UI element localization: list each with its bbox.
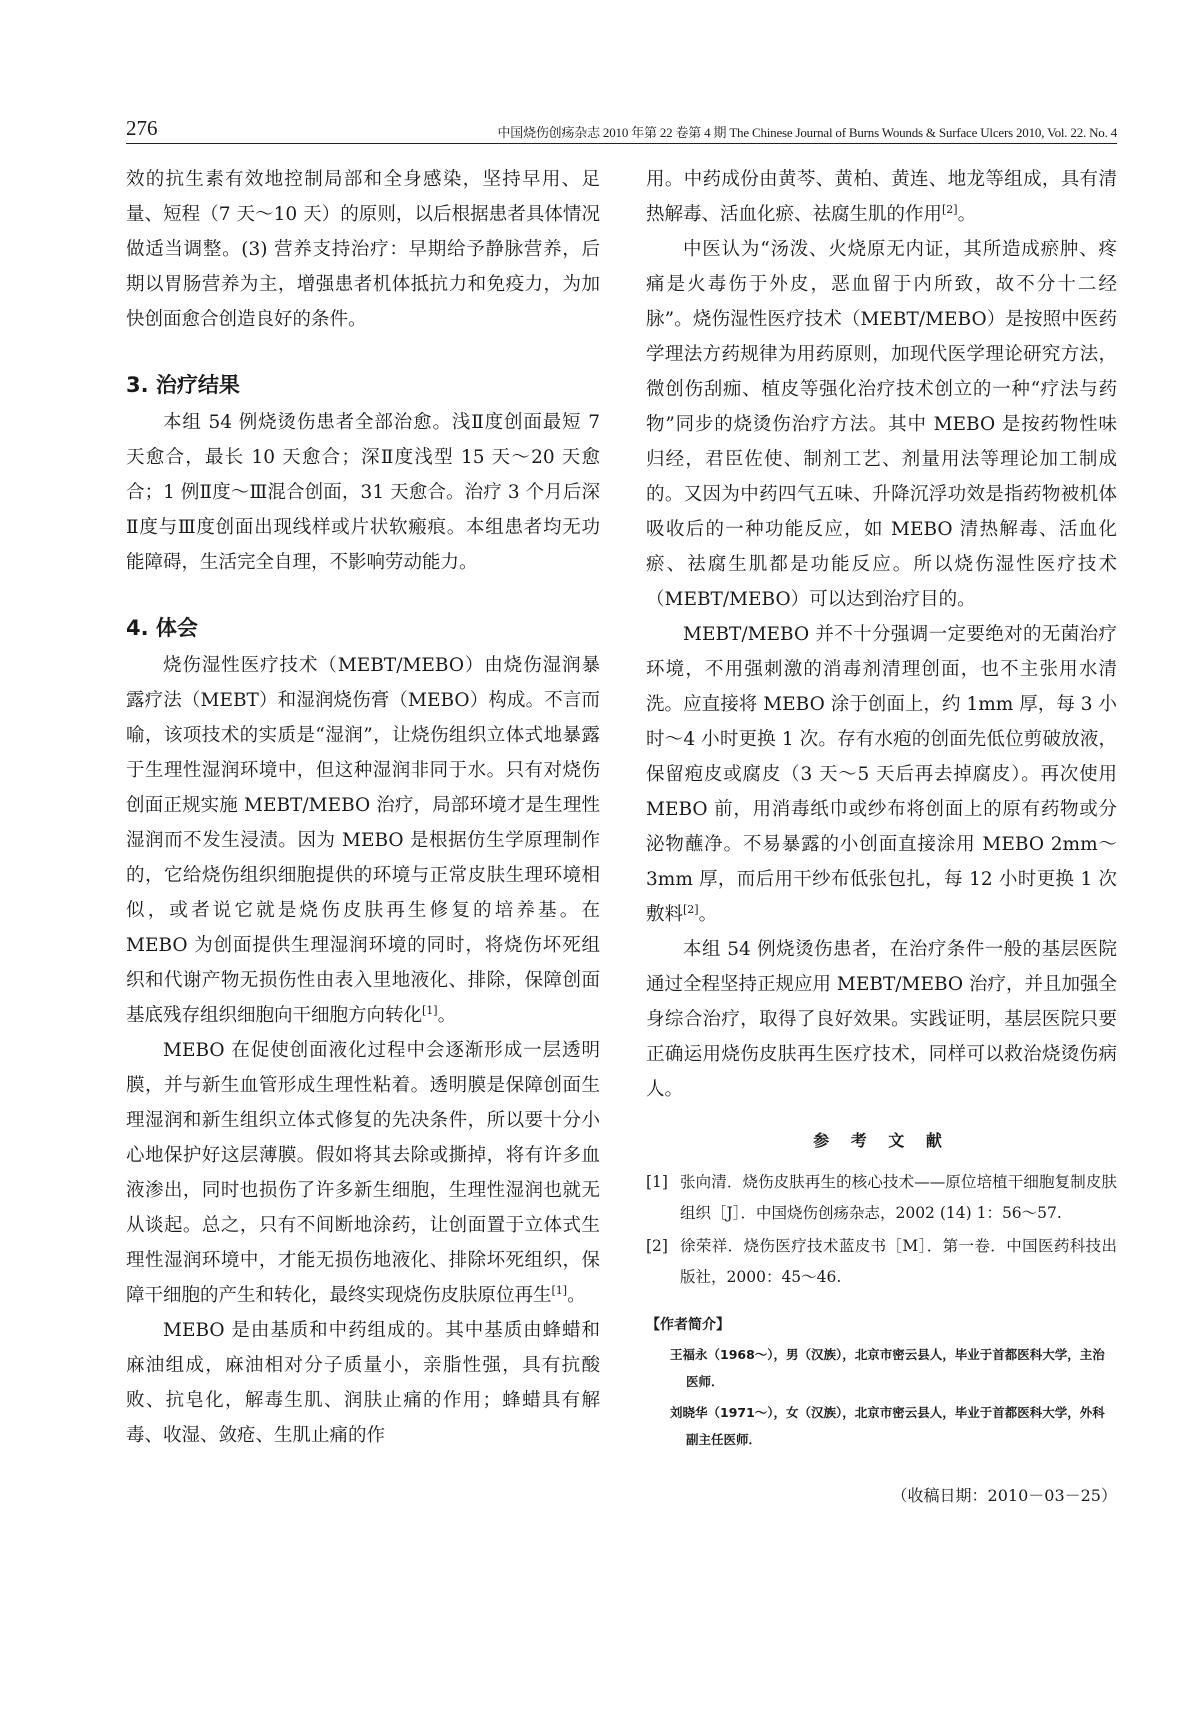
citation: [2] (683, 902, 699, 916)
author-bio: 刘晓华（1971～），女（汉族），北京市密云县人，毕业于首都医科大学，外科副主任医师． (670, 1405, 1105, 1447)
citation: [2] (942, 202, 958, 216)
reference-number: [1] (646, 1173, 668, 1191)
paragraph-text: MEBO 在促使创面液化过程中会逐渐形成一层透明膜，并与新生血管形成生理性粘着。透明膜是保障创面生理湿润和新生组织立体式修复的先决条件，所以要十分小心地保护好这层薄膜。假如将其去除或撕掉，将有许多血液渗出，同时也损伤了许多新生细胞，生理性湿润也就无从谈起。总之，只有不间断地涂药，让创面置于立体式生理性湿润环境中，才能无损伤地液化、排除坏死组织，保障干细胞的产生和转化，最终实现烧伤皮肤原位再生 (126, 1040, 600, 1306)
paragraph-text: MEBT/MEBO 并不十分强调一定要绝对的无菌治疗环境，不用强刺激的消毒剂清理创面，也不主张用水清洗。应直接将 MEBO 涂于创面上，约 1mm 厚，每 3 小时～4 小时更换 1 次。存有水疱的创面先低位剪破放液，保留疱皮或腐皮（3 天～5 天后再去掉腐皮）。再次使用 MEBO 前，用消毒纸巾或纱布将创面上的原有药物或分泌物蘸净。不易暴露的小创面直接涂用 MEBO 2mm～3mm 厚，而后用干纱布低张包扎，每 12 小时更换 1 次敷料 (646, 624, 1117, 925)
paragraph-continued: 效的抗生素有效地控制局部和全身感染，坚持早用、足量、短程（7 天～10 天）的原则，以后根据患者具体情况做适当调整。(3) 营养支持治疗：早期给予静脉营养，后期以胃肠营养为主，增强患者机体抵抗力和免疫力，为加快创面愈合创造良好的条件。 (126, 169, 600, 330)
paragraph-end: 。 (957, 204, 977, 225)
reference-text: 张向清．烧伤皮肤再生的核心技术——原位培植干细胞复制皮肤组织［J］．中国烧伤创疡杂志，2002 (14) 1：56～57. (680, 1173, 1117, 1222)
section-3-title: 3. 治疗结果 (126, 373, 240, 397)
reference-text: 徐荣祥．烧伤医疗技术蓝皮书［M］．第一卷．中国医药科技出版社，2000：45～46. (680, 1237, 1117, 1286)
received-date: （收稿日期：2010－03－25） (891, 1486, 1117, 1505)
paragraph-text: 烧伤湿性医疗技术（MEBT/MEBO）由烧伤湿润暴露疗法（MEBT）和湿润烧伤膏（MEBO）构成。不言而喻，该项技术的实质是“湿润”，让烧伤组织立体式地暴露于生理性湿润环境中，但这种湿润非同于水。只有对烧伤创面正规实施 MEBT/MEBO 治疗，局部环境才是生理性湿润而不发生浸渍。因为 MEBO 是根据仿生学原理制作的，它给烧伤组织细胞提供的环境与正常皮肤生理环境相似，或者说它就是烧伤皮肤再生修复的培养基。在 MEBO 为创面提供生理湿润环境的同时，将烧伤坏死组织和代谢产物无损伤性由表入里地液化、排除，保障创面基底残存组织细胞向干细胞方向转化 (126, 655, 600, 1026)
reference-number: [2] (646, 1237, 668, 1255)
paragraph: 本组 54 例烧烫伤患者，在治疗条件一般的基层医院通过全程坚持正规应用 MEBT/MEBO 治疗，并且加强全身综合治疗，取得了良好效果。实践证明，基层医院只要正确运用烧伤皮肤再生医疗技术，同样可以救治烧烫伤病人。 (646, 939, 1117, 1100)
reference-item (646, 1167, 1117, 1229)
paragraph-end: 。 (437, 1005, 457, 1026)
reference-item (646, 1231, 1117, 1293)
paragraph: 本组 54 例烧烫伤患者全部治愈。浅Ⅱ度创面最短 7 天愈合，最长 10 天愈合；深Ⅱ度浅型 15 天～20 天愈合；1 例Ⅱ度～Ⅲ混合创面，31 天愈合。治疗 3 个月后深Ⅱ度与Ⅲ度创面出现线样或片状软瘢痕。本组患者均无功能障碍，生活完全自理，不影响劳动能力。 (126, 412, 600, 573)
header-rule (126, 143, 1117, 144)
references-heading: 参 考 文 献 (813, 1131, 950, 1150)
paragraph-continued (646, 162, 1117, 232)
paragraph-end: 。 (698, 904, 718, 925)
paragraph (646, 617, 1117, 932)
paragraph (126, 648, 600, 1033)
citation: [1] (422, 1003, 438, 1017)
author-bio: 王福永（1968～），男（汉族），北京市密云县人，毕业于首都医科大学，主治医师． (670, 1347, 1105, 1389)
paragraph: 中医认为“汤泼、火烧原无内证，其所造成瘀肿、疼痛是火毒伤于外皮，恶血留于内所致，故不分十二经脉”。烧伤湿性医疗技术（MEBT/MEBO）是按照中医药学理法方药规律为用药原则，加现代医学理论研究方法，微创伤刮痂、植皮等强化治疗技术创立的一种“疗法与药物”同步的烧烫伤治疗方法。其中 MEBO 是按药物性味归经，君臣佐使、制剂工艺、剂量用法等理论加工制成的。又因为中药四气五味、升降沉浮功效是指药物被机体吸收后的一种功能反应，如 MEBO 清热解毒、活血化瘀、祛腐生肌都是功能反应。所以烧伤湿性医疗技术（MEBT/MEBO）可以达到治疗目的。 (646, 239, 1117, 610)
page-number: 276 (126, 116, 158, 140)
paragraph-end: 。 (567, 1285, 586, 1306)
citation: [1] (551, 1283, 568, 1297)
paragraph (126, 1033, 600, 1313)
right-column (646, 162, 1117, 1509)
paragraph-text: 用。中药成份由黄芩、黄柏、黄连、地龙等组成，具有清热解毒、活血化瘀、祛腐生肌的作用 (646, 169, 1117, 225)
left-column (126, 162, 600, 1453)
paragraph: MEBO 是由基质和中药组成的。其中基质由蜂蜡和麻油组成，麻油相对分子质量小，亲脂性强，具有抗酸败、抗皂化，解毒生肌、润肤止痛的作用；蜂蜡具有解毒、收湿、敛疮、生肌止痛的作 (126, 1320, 600, 1446)
running-header: 中国烧伤创疡杂志 2010 年第 22 卷第 4 期 The Chinese Journal of Burns Wounds & Surface Ulcers 2010, Vol. 22. No. 4 (497, 125, 1117, 140)
author-bio-heading: 【作者简介】 (646, 1317, 730, 1333)
section-4-title: 4. 体会 (126, 616, 198, 640)
